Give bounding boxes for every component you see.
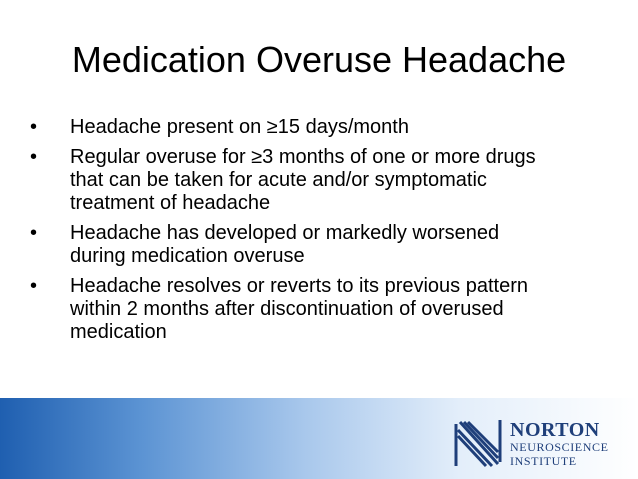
bullet-marker: • — [30, 116, 38, 138]
bullet-text-line: within 2 months after discontinuation of overused — [70, 298, 504, 320]
slide-title: Medication Overuse Headache — [71, 39, 567, 80]
bullet-text-line: that can be taken for acute and/or symptomatic — [70, 169, 487, 191]
bullet-marker: • — [30, 222, 38, 244]
logo-line-institute: INSTITUTE — [510, 454, 577, 468]
bullet-item — [30, 146, 630, 215]
logo-wordmark — [510, 420, 609, 468]
bullet-marker: • — [30, 275, 38, 297]
logo-line-norton: NORTON — [510, 419, 600, 441]
logo-line-neuroscience: NEUROSCIENCE — [510, 440, 609, 454]
bullet-list — [30, 116, 630, 351]
bullet-text-line: medication — [70, 321, 167, 343]
bullet-item — [30, 275, 630, 344]
bullet-text-line: treatment of headache — [70, 192, 271, 214]
bullet-text-line: Headache has developed or markedly worsened — [70, 222, 500, 244]
bullet-item — [30, 222, 630, 268]
bullet-item — [30, 116, 630, 139]
bullet-text-line: Regular overuse for ≥3 months of one or more drugs — [70, 146, 536, 168]
norton-logo — [454, 418, 634, 468]
bullet-text-line: Headache present on ≥15 days/month — [70, 116, 409, 138]
bullet-text-line: Headache resolves or reverts to its previous pattern — [70, 275, 528, 297]
norton-logo-mark-icon — [454, 418, 502, 468]
bullet-text-line: during medication overuse — [70, 245, 305, 267]
bullet-marker: • — [30, 146, 38, 168]
